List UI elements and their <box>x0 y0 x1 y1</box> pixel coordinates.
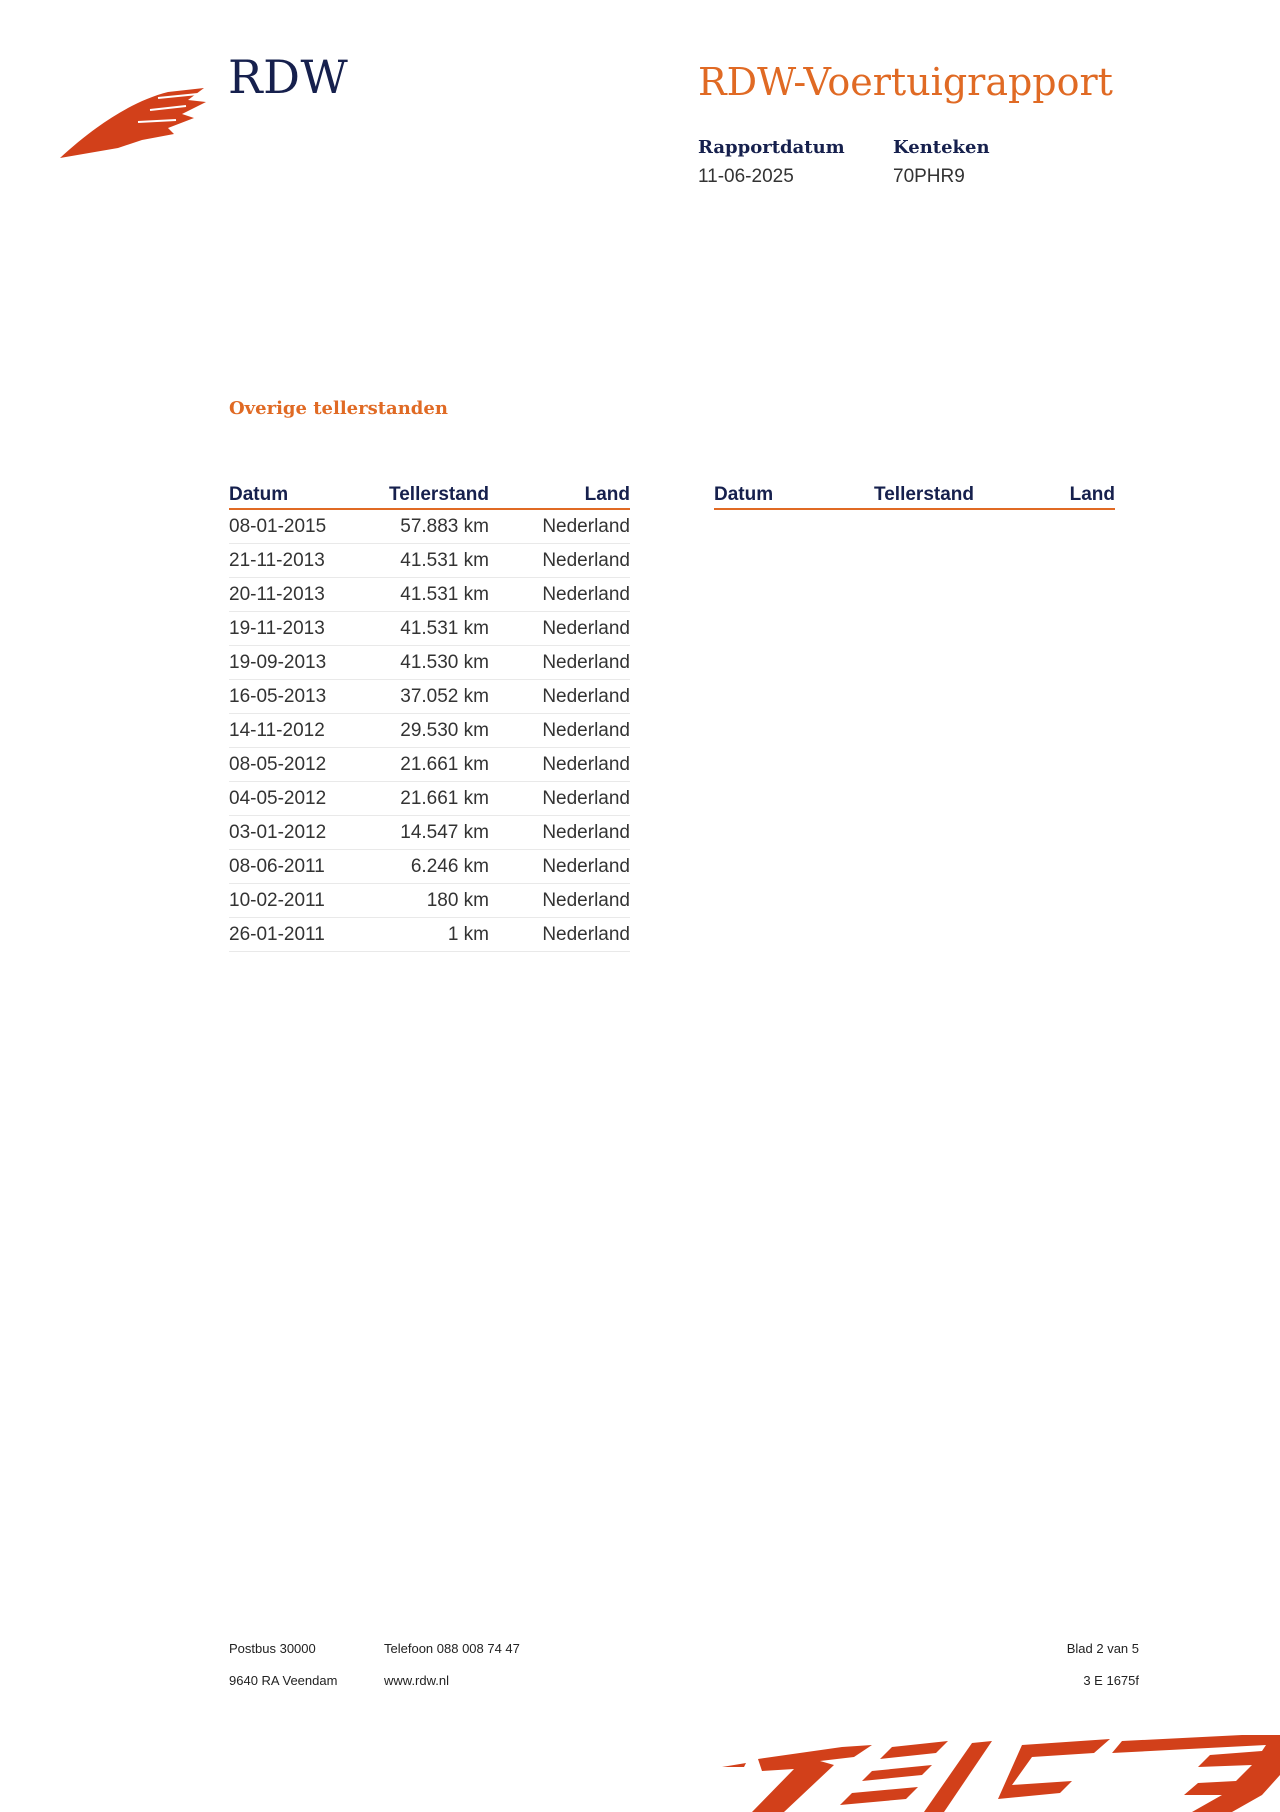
footer-doc-code: 3 E 1675f <box>1083 1673 1139 1688</box>
report-date-label: Rapportdatum <box>698 137 845 158</box>
footer-page-number: Blad 2 van 5 <box>1066 1641 1139 1656</box>
date-cell: 14-11-2012 <box>229 713 349 747</box>
reading-cell: 41.531 km <box>349 543 489 577</box>
table-row <box>229 713 630 747</box>
plate-label: Kenteken <box>893 137 990 158</box>
date-cell: 19-09-2013 <box>229 645 349 679</box>
table-header-row <box>229 484 630 509</box>
country-cell: Nederland <box>489 747 630 781</box>
country-cell: Nederland <box>489 509 630 543</box>
date-cell: 08-05-2012 <box>229 747 349 781</box>
country-cell: Nederland <box>489 543 630 577</box>
footer-address-line1: Postbus 30000 <box>229 1641 316 1656</box>
date-cell: 21-11-2013 <box>229 543 349 577</box>
table-row <box>229 645 630 679</box>
table-row <box>229 611 630 645</box>
table-header-row <box>714 484 1115 509</box>
rdw-stripes-decoration-icon <box>722 1735 1280 1812</box>
country-cell: Nederland <box>489 815 630 849</box>
column-header-country: Land <box>974 484 1115 509</box>
table-row <box>229 679 630 713</box>
reading-cell: 14.547 km <box>349 815 489 849</box>
column-header-reading: Tellerstand <box>349 484 489 509</box>
country-cell: Nederland <box>489 611 630 645</box>
table-row <box>229 883 630 917</box>
country-cell: Nederland <box>489 849 630 883</box>
date-cell: 08-01-2015 <box>229 509 349 543</box>
footer-address-line2: 9640 RA Veendam <box>229 1673 338 1688</box>
logo-text: RDW <box>228 50 349 104</box>
column-header-date: Datum <box>229 484 349 509</box>
reading-cell: 41.531 km <box>349 611 489 645</box>
country-cell: Nederland <box>489 577 630 611</box>
reading-cell: 21.661 km <box>349 781 489 815</box>
odometer-table-right <box>714 484 1115 510</box>
odometer-table-left <box>229 484 630 952</box>
date-cell: 19-11-2013 <box>229 611 349 645</box>
reading-cell: 21.661 km <box>349 747 489 781</box>
country-cell: Nederland <box>489 781 630 815</box>
table-row <box>229 917 630 951</box>
date-cell: 08-06-2011 <box>229 849 349 883</box>
reading-cell: 41.530 km <box>349 645 489 679</box>
country-cell: Nederland <box>489 679 630 713</box>
date-cell: 20-11-2013 <box>229 577 349 611</box>
country-cell: Nederland <box>489 713 630 747</box>
footer-website[interactable]: www.rdw.nl <box>384 1673 450 1688</box>
reading-cell: 1 km <box>349 917 489 951</box>
reading-cell: 41.531 km <box>349 577 489 611</box>
section-title: Overige tellerstanden <box>229 398 448 419</box>
reading-cell: 6.246 km <box>349 849 489 883</box>
plate-value: 70PHR9 <box>893 166 965 187</box>
column-header-country: Land <box>489 484 630 509</box>
table-row <box>229 577 630 611</box>
reading-cell: 29.530 km <box>349 713 489 747</box>
date-cell: 26-01-2011 <box>229 917 349 951</box>
date-cell: 03-01-2012 <box>229 815 349 849</box>
reading-cell: 180 km <box>349 883 489 917</box>
report-title: RDW-Voertuigrapport <box>698 60 1113 104</box>
table-row <box>229 747 630 781</box>
table-row <box>229 781 630 815</box>
rdw-logo-icon <box>58 82 208 162</box>
report-date-value: 11-06-2025 <box>698 166 794 187</box>
table-row <box>229 509 630 543</box>
table-row <box>229 543 630 577</box>
reading-cell: 37.052 km <box>349 679 489 713</box>
column-header-date: Datum <box>714 484 834 509</box>
date-cell: 10-02-2011 <box>229 883 349 917</box>
table-row <box>229 815 630 849</box>
date-cell: 16-05-2013 <box>229 679 349 713</box>
date-cell: 04-05-2012 <box>229 781 349 815</box>
footer-phone: Telefoon 088 008 74 47 <box>384 1641 520 1656</box>
table-row <box>229 849 630 883</box>
column-header-reading: Tellerstand <box>834 484 974 509</box>
country-cell: Nederland <box>489 883 630 917</box>
country-cell: Nederland <box>489 917 630 951</box>
country-cell: Nederland <box>489 645 630 679</box>
reading-cell: 57.883 km <box>349 509 489 543</box>
